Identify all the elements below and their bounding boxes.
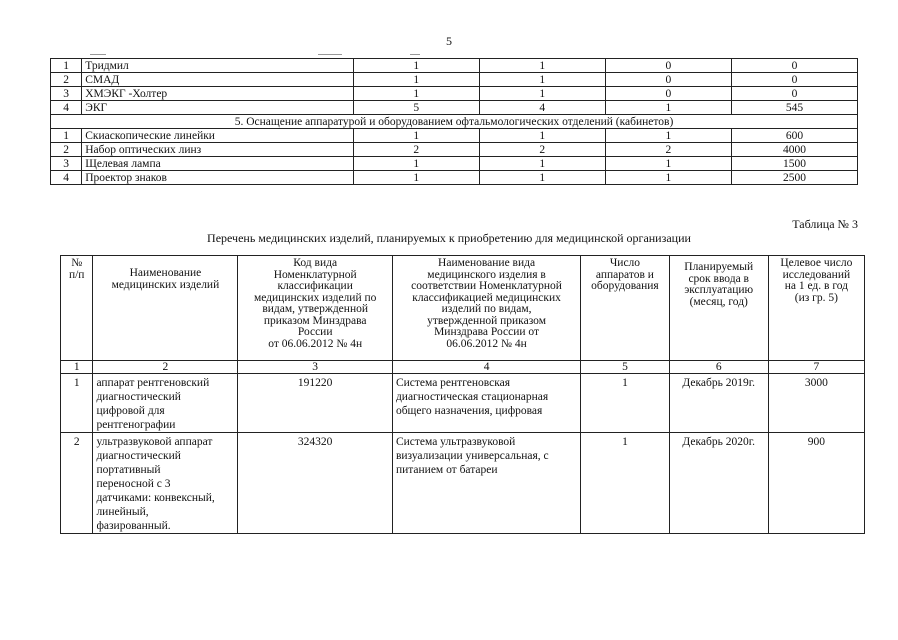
value-cell: 1 [605, 171, 731, 185]
column-index: 1 [61, 361, 93, 374]
table-row [51, 73, 858, 87]
table-row [51, 171, 858, 185]
equipment-name: Набор оптических линз [82, 143, 354, 157]
scan-mark [318, 54, 342, 55]
row-number: 1 [51, 59, 82, 73]
row-number: 4 [51, 101, 82, 115]
value-cell: 2 [353, 143, 479, 157]
equipment-name: Тридмил [82, 59, 354, 73]
row-number: 2 [51, 143, 82, 157]
devices-table [60, 255, 865, 534]
column-index: 6 [669, 361, 768, 374]
value-cell: 0 [731, 87, 857, 101]
value-cell: 0 [731, 73, 857, 87]
column-header: Наименование вида медицинского изделия в соответствии Номенклатурной классификацией медицинских изделий по видам, утвержденной приказом Минздрава России от 06.06.2012 № 4н [392, 256, 580, 361]
value-cell: 1 [353, 59, 479, 73]
value-cell: 1 [605, 101, 731, 115]
header-row [61, 256, 865, 361]
row-number: 4 [51, 171, 82, 185]
value-cell: 1500 [731, 157, 857, 171]
device-name: аппарат рентгеновский диагностический цифровой для рентгенографии [93, 374, 238, 433]
table-row [51, 129, 858, 143]
device-type: Система ультразвуковой визуализации универсальная, с питанием от батареи [392, 433, 580, 534]
equipment-table [50, 58, 858, 185]
target-studies: 3000 [768, 374, 864, 433]
value-cell: 1 [479, 59, 605, 73]
equipment-name: СМАД [82, 73, 354, 87]
column-index-row [61, 361, 865, 374]
value-cell: 1 [605, 157, 731, 171]
devices-table-body [61, 361, 865, 534]
column-index: 3 [238, 361, 393, 374]
column-index: 7 [768, 361, 864, 374]
column-header: Планируемый срок ввода в эксплуатацию (месяц, год) [669, 256, 768, 361]
table-row [51, 87, 858, 101]
value-cell: 2 [479, 143, 605, 157]
column-index: 2 [93, 361, 238, 374]
scan-mark [410, 54, 420, 55]
section-title: 5. Оснащение аппаратурой и оборудованием офтальмологических отделений (кабинетов) [51, 115, 858, 129]
value-cell: 1 [479, 73, 605, 87]
table-title: Перечень медицинских изделий, планируемых к приобретению для медицинской организации [207, 231, 691, 245]
value-cell: 4000 [731, 143, 857, 157]
value-cell: 0 [605, 87, 731, 101]
column-index: 5 [581, 361, 669, 374]
row-number: 2 [61, 433, 93, 534]
value-cell: 1 [479, 171, 605, 185]
column-header: Код вида Номенклатурной классификации медицинских изделий по видам, утвержденной приказом Минздрава России от 06.06.2012 № 4н [238, 256, 393, 361]
table-row [61, 374, 865, 433]
value-cell: 5 [353, 101, 479, 115]
devices-table-head [61, 256, 865, 361]
row-number: 2 [51, 73, 82, 87]
device-count: 1 [581, 433, 669, 534]
value-cell: 600 [731, 129, 857, 143]
table-row [61, 433, 865, 534]
equipment-name: ХМЭКГ -Холтер [82, 87, 354, 101]
table-row [51, 101, 858, 115]
value-cell: 1 [353, 73, 479, 87]
value-cell: 0 [605, 73, 731, 87]
value-cell: 1 [479, 157, 605, 171]
value-cell: 1 [353, 129, 479, 143]
device-code: 324320 [238, 433, 393, 534]
value-cell: 1 [605, 129, 731, 143]
equipment-name: ЭКГ [82, 101, 354, 115]
value-cell: 2500 [731, 171, 857, 185]
equipment-name: Щелевая лампа [82, 157, 354, 171]
device-count: 1 [581, 374, 669, 433]
value-cell: 0 [731, 59, 857, 73]
value-cell: 4 [479, 101, 605, 115]
target-studies: 900 [768, 433, 864, 534]
table-row [51, 143, 858, 157]
value-cell: 2 [605, 143, 731, 157]
value-cell: 545 [731, 101, 857, 115]
value-cell: 1 [353, 157, 479, 171]
commission-date: Декабрь 2020г. [669, 433, 768, 534]
row-number: 3 [51, 157, 82, 171]
section-row [51, 115, 858, 129]
device-type: Система рентгеновская диагностическая стационарная общего назначения, цифровая [392, 374, 580, 433]
table-row [51, 59, 858, 73]
row-number: 1 [51, 129, 82, 143]
table-row [51, 157, 858, 171]
column-header: № п/п [61, 256, 93, 361]
scan-mark [90, 54, 106, 55]
equipment-table-body [51, 59, 858, 185]
value-cell: 1 [353, 87, 479, 101]
value-cell: 0 [605, 59, 731, 73]
value-cell: 1 [479, 129, 605, 143]
equipment-name: Скиаскопические линейки [82, 129, 354, 143]
column-header: Целевое число исследований на 1 ед. в год (из гр. 5) [768, 256, 864, 361]
page-number: 5 [446, 34, 452, 48]
value-cell: 1 [353, 171, 479, 185]
device-name: ультразвуковой аппарат диагностический портативный переносной с 3 датчиками: конвексный, линейный, фазированный. [93, 433, 238, 534]
column-index: 4 [392, 361, 580, 374]
equipment-name: Проектор знаков [82, 171, 354, 185]
row-number: 1 [61, 374, 93, 433]
table-caption: Таблица № 3 [792, 217, 858, 231]
value-cell: 1 [479, 87, 605, 101]
device-code: 191220 [238, 374, 393, 433]
commission-date: Декабрь 2019г. [669, 374, 768, 433]
column-header: Наименование медицинских изделий [93, 256, 238, 361]
column-header: Число аппаратов и оборудования [581, 256, 669, 361]
row-number: 3 [51, 87, 82, 101]
